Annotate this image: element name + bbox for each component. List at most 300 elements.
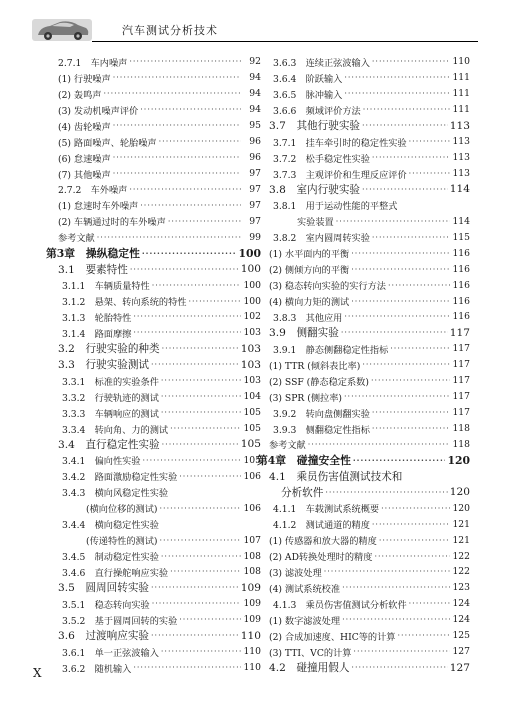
toc-entry-page: 108 [243,566,261,578]
toc-entry[interactable] [257,309,470,325]
toc-entry-title: (2) AD转换处理时的精度 [269,552,373,564]
leader-dots [344,73,450,82]
toc-entry-title: 2.7.2 车外噪声 [58,185,128,197]
toc-entry[interactable] [257,134,470,150]
toc-entry-page: 94 [249,88,261,100]
toc-entry-title: 3.4.4 横向稳定性实验 [62,520,159,532]
toc-entry-title: (1) 数字滤波处理 [269,615,341,627]
leader-dots [143,456,241,465]
toc-entry-title: 3.1.1 车辆质量特性 [62,281,150,293]
toc-entry-title: 3.5 圆周回转实验 [58,582,150,595]
toc-entry-page: 109 [243,614,261,626]
toc-entry[interactable] [257,293,470,309]
toc-entry[interactable] [257,468,470,484]
toc-entry-page: 106 [243,502,261,514]
toc-entry-page: 99 [249,231,261,243]
toc-entry[interactable] [46,102,261,118]
toc-entry-title: 3.3.2 行驶轨迹的测试 [62,392,159,404]
leader-dots [372,408,450,417]
toc-entry-title: 4.1.3 乘员伤害值测试分析软件 [273,599,407,611]
toc-entry-page: 117 [452,375,470,387]
toc-entry[interactable] [46,644,261,660]
toc-entry-title: 3.6.3 连续正弦波输入 [273,57,370,69]
toc-entry-title: (2) 车辆通过时的车外噪声 [58,217,166,229]
toc-entry-page: 103 [240,342,261,355]
leader-dots [324,567,450,576]
toc-entry-page: 117 [452,343,470,355]
leader-dots [152,281,241,290]
leader-dots [161,408,241,417]
toc-entry-title: 3.9.1 静态侧翻稳定性指标 [273,344,389,356]
leader-dots [133,328,241,337]
toc-entry[interactable] [46,325,261,341]
toc-entry-title: 3.6.5 脉冲输入 [273,89,343,101]
toc-entry[interactable] [257,452,470,468]
leader-dots [179,615,241,624]
toc-entry[interactable] [46,197,261,213]
toc-entry-title: (6) 怠速噪声 [58,153,111,165]
book-title: 汽车测试分析技术 [122,24,218,37]
toc-entry[interactable] [46,86,261,102]
toc-entry[interactable] [257,644,470,660]
toc-entry-page: 120 [447,453,470,467]
toc-entry-page: 111 [452,72,470,84]
leader-dots [353,647,450,656]
toc-entry-title: 3.7.1 挂车牵引时的稳定性实验 [273,137,407,149]
toc-entry[interactable] [257,660,470,676]
toc-entry[interactable] [257,166,470,182]
toc-entry-title: 实验装置 [297,217,334,229]
leader-dots [179,472,241,481]
toc-entry-page: 100 [238,246,261,260]
leader-dots [409,137,450,146]
toc-entry-page: 110 [452,56,470,68]
toc-entry-page: 97 [249,215,261,227]
leader-dots [161,376,241,385]
toc-entry[interactable] [257,229,470,245]
toc-entry-page: 109 [240,581,261,594]
toc-entry-page: 94 [249,72,261,84]
leader-dots [140,201,241,210]
toc-entry[interactable] [46,516,261,532]
leader-dots [372,233,450,242]
toc-entry-page: 105 [240,438,261,451]
toc-entry-page: 111 [452,104,470,116]
toc-entry[interactable] [46,134,261,150]
toc-entry-title: 3.1.3 轮胎特性 [62,312,132,324]
toc-entry-page: 105 [243,454,261,466]
toc-entry-title: 3.1 要素特性 [58,263,128,276]
toc-entry-title: 3.3.1 标准的实验条件 [62,376,159,388]
leader-dots [397,631,450,640]
toc-entry-page: 113 [452,136,470,148]
toc-entry[interactable] [46,405,261,421]
leader-dots [371,376,450,385]
toc-entry[interactable] [257,373,470,389]
toc-entry[interactable] [46,261,261,277]
toc-entry-page: 106 [243,470,261,482]
leader-dots [351,249,450,258]
leader-dots [344,312,450,321]
toc-entry-title: (3) 发动机噪声评价 [58,105,139,117]
leader-dots [113,153,241,162]
toc-entry[interactable] [46,309,261,325]
page-number: X [33,666,42,680]
leader-dots [168,217,241,226]
toc-entry-page: 110 [243,646,261,658]
toc-entry[interactable] [257,612,470,628]
leader-dots [325,488,447,497]
toc-entry-title: 第4章 碰撞安全性 [257,453,351,467]
leader-dots [362,360,450,369]
toc-entry[interactable] [46,564,261,580]
header-rule [92,41,478,42]
toc-entry-page: 120 [449,486,470,499]
leader-dots [381,504,450,513]
toc-entry-page: 124 [452,614,470,626]
leader-dots [159,137,241,146]
toc-entry-title: (1) 水平面内的平衡 [269,249,350,261]
leader-dots [162,440,239,449]
leader-dots [409,599,450,608]
leader-dots [188,297,241,306]
toc-entry-page: 117 [452,407,470,419]
toc-entry[interactable] [257,357,470,373]
toc-entry[interactable] [257,564,470,580]
toc-entry[interactable] [46,54,261,70]
toc-entry-title: (1) TTR (倾斜表比率) [269,360,361,372]
toc-entry-title: 4.2 碰撞用假人 [269,662,350,675]
toc-entry-title: 4.1.2 测试通道的精度 [273,520,370,532]
toc-entry-title: (3) SPR (侧拉率) [269,392,342,404]
toc-entry-title: 3.9.3 侧翻稳定性指标 [273,424,370,436]
leader-dots [130,265,239,274]
leader-dots [133,312,241,321]
toc-entry[interactable] [257,150,470,166]
toc-entry[interactable] [257,197,470,213]
toc-entry-page: 121 [452,518,470,530]
toc-entry-page: 108 [243,550,261,562]
toc-entry-title: (2) 合成加速度、HIC等的计算 [269,631,396,643]
toc-entry-page: 109 [243,598,261,610]
toc-entry-title: 3.9.2 转向盘侧翻实验 [273,408,370,420]
toc-entry[interactable] [46,245,261,261]
leader-dots [372,424,450,433]
toc-entry-page: 117 [449,326,470,339]
toc-entry[interactable] [257,325,470,341]
toc-entry-page: 113 [452,152,470,164]
toc-entry[interactable] [257,532,470,548]
toc-entry-title: 3.8.1 用于运动性能的平整式 [273,201,398,213]
toc-entry-title: (传递特性的测试) [86,536,158,548]
toc-entry[interactable] [46,229,261,245]
toc-entry-title: (2) SSF (静态稳定系数) [269,376,369,388]
leader-dots [113,73,241,82]
toc-right-column [257,54,470,676]
leader-dots [151,360,239,369]
toc-entry[interactable] [46,660,261,676]
toc-entry[interactable] [46,373,261,389]
toc-entry-title: 3.8.3 其他应用 [273,312,343,324]
toc-entry-title: 3.8.2 室内圆周转实验 [273,233,370,245]
leader-dots [388,281,450,290]
toc-entry-title: 3.6 过渡响应实验 [58,630,150,643]
toc-entry-page: 124 [452,598,470,610]
toc-entry-page: 127 [452,646,470,658]
toc-entry[interactable] [257,102,470,118]
leader-dots [170,424,241,433]
leader-dots [140,105,241,114]
toc-entry-page: 117 [452,391,470,403]
toc-entry[interactable] [46,468,261,484]
toc-entry-page: 97 [249,183,261,195]
toc-entry-page: 122 [452,550,470,562]
toc-entry-page: 113 [452,168,470,180]
toc-entry[interactable] [257,484,470,500]
leader-dots [151,631,239,640]
toc-left-column [46,54,261,676]
toc-entry[interactable] [46,484,261,500]
toc-entry[interactable] [46,500,261,516]
toc-entry-page: 97 [249,168,261,180]
toc-entry[interactable] [46,548,261,564]
toc-entry-page: 120 [452,502,470,514]
toc-entry[interactable] [257,500,470,516]
leader-dots [344,89,450,98]
toc-entry[interactable] [257,341,470,357]
leader-dots [353,455,446,465]
toc-entry-page: 110 [240,629,261,642]
leader-dots [409,169,450,178]
toc-entry-page: 102 [243,311,261,323]
toc-entry-title: 3.4.5 制动稳定性实验 [62,552,159,564]
toc-entry-page: 95 [249,120,261,132]
toc-entry-page: 113 [449,119,470,132]
toc-entry-title: 3.7.3 主观评价和生理反应评价 [273,169,407,181]
leader-dots [159,504,241,513]
leader-dots [362,185,448,194]
toc-entry-title: 3.6.6 频域评价方法 [273,105,361,117]
toc-entry[interactable] [46,389,261,405]
toc-entry-title: 分析软件 [281,486,324,499]
toc-entry-title: (7) 其他噪声 [58,169,111,181]
toc-entry-title: 参考文献 [269,440,306,452]
toc-entry-page: 110 [243,662,261,674]
toc-entry[interactable] [46,341,261,357]
toc-entry[interactable] [46,166,261,182]
leader-dots [351,663,447,672]
toc-entry[interactable] [257,389,470,405]
toc-entry-title: (4) 测试系统校准 [269,583,341,595]
toc-entry-title: 参考文献 [58,233,95,245]
toc-entry-title: (2) 轰鸣声 [58,89,102,101]
leader-dots [129,185,241,194]
toc-entry[interactable] [46,612,261,628]
toc-entry-title: 3.9 侧翻实验 [269,327,339,340]
toc-entry-title: 3.6.4 阶跃输入 [273,73,343,85]
toc-entry-page: 97 [249,199,261,211]
toc-entry[interactable] [46,118,261,134]
leader-dots [151,583,239,592]
leader-dots [152,599,241,608]
toc-entry-page: 125 [452,630,470,642]
toc-entry-page: 96 [249,136,261,148]
toc-entry-title: 4.1 乘员伤害值测试技术和 [269,470,403,483]
toc-entry-title: 3.6.1 单一正弦波输入 [62,647,159,659]
leader-dots [342,615,450,624]
toc-entry[interactable] [257,118,470,134]
leader-dots [372,153,450,162]
toc-entry[interactable] [257,437,470,453]
leader-dots [372,57,450,66]
toc-entry-page: 114 [449,183,470,196]
leader-dots [341,328,448,337]
toc-entry[interactable] [46,437,261,453]
toc-entry-page: 103 [243,375,261,387]
toc-entry[interactable] [46,150,261,166]
toc-entry[interactable] [257,596,470,612]
toc-entry-title: 3.3 行驶实验测试 [58,359,150,372]
toc-entry-title: (1) 传感器和放大器的精度 [269,536,377,548]
toc-entry[interactable] [257,261,470,277]
leader-dots [142,248,237,258]
toc-entry[interactable] [257,516,470,532]
leader-dots [133,663,241,672]
toc-entry-title: 3.1.4 路面摩擦 [62,328,132,340]
toc-entry-page: 105 [243,423,261,435]
toc-entry[interactable] [46,357,261,373]
leader-dots [344,392,450,401]
leader-dots [336,217,450,226]
leader-dots [129,57,241,66]
toc-entry-title: 3.4.6 直行操舵响应实验 [62,567,169,579]
toc-entry-page: 103 [240,358,261,371]
toc-entry[interactable] [46,596,261,612]
toc-entry-page: 116 [452,295,470,307]
toc-entry-title: 3.3.4 转向角、力的测试 [62,424,169,436]
toc-entry-title: 3.6.2 随机输入 [62,663,132,675]
toc-entry-title: (3) TTI、VC的计算 [269,647,352,659]
toc-entry-title: 3.4.2 路面激励稳定性实验 [62,472,178,484]
toc-entry-page: 94 [249,104,261,116]
toc-entry-title: 3.4.3 横向风稳定性实验 [62,488,169,500]
toc-entry[interactable] [46,421,261,437]
toc-entry-page: 127 [449,661,470,674]
leader-dots [161,552,241,561]
leader-dots [104,89,242,98]
toc-entry[interactable] [257,245,470,261]
toc-entry-title: (1) 行驶噪声 [58,73,111,85]
toc-entry-title: (5) 路面噪声、轮胎噪声 [58,137,157,149]
leader-dots [372,520,450,529]
toc-entry[interactable] [257,86,470,102]
toc-entry[interactable] [46,532,261,548]
toc-entry[interactable] [257,580,470,596]
toc-entry[interactable] [46,580,261,596]
toc-entry[interactable] [46,70,261,86]
toc-entry-page: 100 [240,263,261,276]
toc-entry[interactable] [257,421,470,437]
toc-entry-title: 3.7 其他行驶实验 [269,120,361,133]
toc-entry-title: (3) 滤波处理 [269,567,322,579]
toc-entry[interactable] [257,70,470,86]
toc-entry-page: 103 [243,327,261,339]
toc-entry-title: 3.5.2 基于圆周回转的实验 [62,615,178,627]
toc-entry-page: 107 [243,534,261,546]
leader-dots [159,536,241,545]
toc-entry-title: (4) 齿轮噪声 [58,121,111,133]
toc-entry[interactable] [46,182,261,198]
toc-entry-title: (2) 侧倾方向的平衡 [269,265,350,277]
toc-entry-title: (3) 稳态转向实验的实行方法 [269,281,386,293]
leader-dots [351,265,450,274]
toc-entry-title: 3.3.3 车辆响应的测试 [62,408,159,420]
toc-entry-title: 3.7.2 松手稳定性实验 [273,153,370,165]
toc-entry[interactable] [46,277,261,293]
leader-dots [363,105,450,114]
leader-dots [351,297,450,306]
toc-entry-page: 105 [243,407,261,419]
leader-dots [161,647,241,656]
toc-entry-title: 第3章 操纵稳定性 [46,246,140,260]
toc-entry-page: 117 [452,359,470,371]
toc-entry[interactable] [46,293,261,309]
toc-entry[interactable] [46,213,261,229]
toc-entry-page: 114 [452,215,470,227]
leader-dots [308,440,450,449]
toc-entry-page: 118 [452,438,470,450]
leader-dots [390,344,450,353]
toc-entry-title: 3.1.2 悬架、转向系统的特性 [62,297,187,309]
toc-entry-title: (4) 横向力矩的测试 [269,297,350,309]
car-logo-icon [32,15,92,43]
toc-entry-page: 104 [243,391,261,403]
toc-entry-page: 121 [452,534,470,546]
toc-entry[interactable] [257,628,470,644]
leader-dots [113,121,241,130]
toc-entry-title: 2.7.1 车内噪声 [58,57,128,69]
toc-entry-title: 4.1.1 车载测试系统概要 [273,504,380,516]
toc-entry-title: 3.5.1 稳态转向实验 [62,599,150,611]
leader-dots [379,536,450,545]
toc-entry-title: 3.4.1 偏向性实验 [62,456,141,468]
toc-entry[interactable] [46,452,261,468]
toc-entry[interactable] [46,628,261,644]
toc-entry[interactable] [257,182,470,198]
toc-entry[interactable] [257,213,470,229]
leader-dots [97,233,241,242]
toc-entry-title: (1) 怠速时车外噪声 [58,201,139,213]
leader-dots [374,552,450,561]
toc-entry[interactable] [257,548,470,564]
toc-entry-title: 3.2 行驶实验的种类 [58,343,160,356]
toc-entry-page: 96 [249,152,261,164]
toc-entry[interactable] [257,405,470,421]
toc-entry-page: 116 [452,247,470,259]
toc-entry-title: 3.8 室内行驶实验 [269,183,361,196]
toc-entry[interactable] [257,277,470,293]
toc-entry-page: 123 [452,582,470,594]
toc-entry-page: 92 [249,56,261,68]
toc-entry-title: (横向位移的测试) [86,504,158,516]
leader-dots [362,121,448,130]
toc-entry-title: 3.4 直行稳定性实验 [58,438,160,451]
toc-entry-page: 118 [452,423,470,435]
toc-entry-page: 122 [452,566,470,578]
toc-entry[interactable] [257,54,470,70]
leader-dots [342,583,450,592]
leader-dots [161,392,241,401]
